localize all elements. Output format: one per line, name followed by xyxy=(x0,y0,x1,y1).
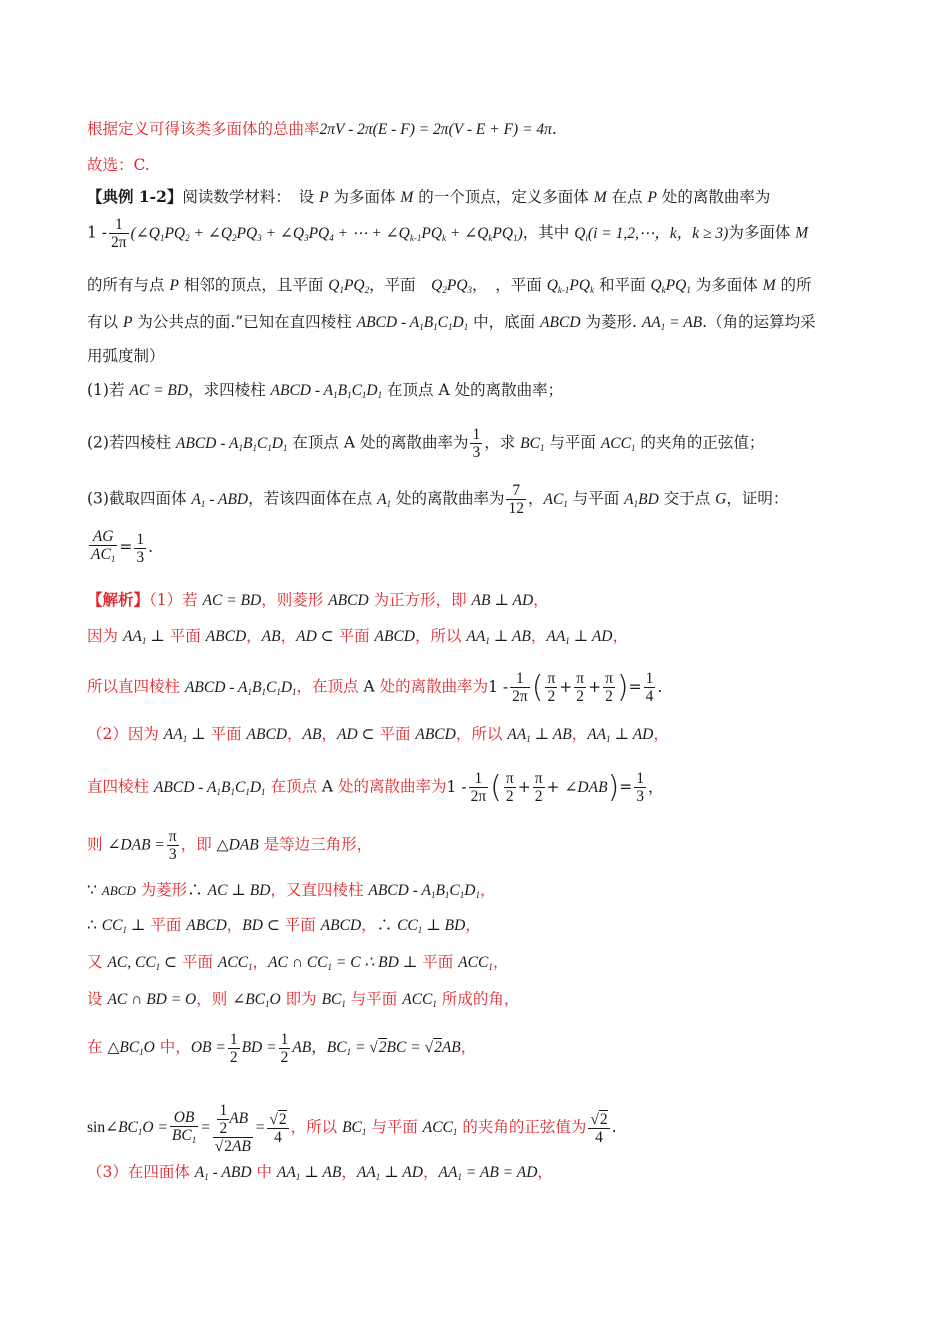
solution-2-line2: 直四棱柱 ABCD - $A_1B_1C_1D_1$ 在顶点 A 处的离散曲率为1 - $\frac{1}{2\pi}$ ( $\frac{\pi}{2}$ + $\frac{\pi}{2}$ + ∠DAB)= $\frac{1}{3}$ ， xyxy=(87,769,664,805)
example-line4: 有以 P 为公共点的面.”已知在直四棱柱 ABCD - $A_1B_1C_1D_1$ 中，底面 ABCD 为菱形. $AA_1 = AB$.（角的运算均采 xyxy=(87,313,816,332)
solution-2-line4: ∵ ABCD 为菱形∴ AC ⊥ BD，又直四棱柱 ABCD - $A_1B_1C_1D_1$， xyxy=(87,881,496,900)
question-3: (3)截取四面体 $A_1$ - ABD，若该四面体在点 $A_1$ 处的离散曲率为 $\frac{7}{12}$ ，$AC_1$ 与平面 $A_1BD$ 交于点 G，证明： xyxy=(87,482,789,517)
solution-2-line7: 设 AC ∩ BD = O，则 $\angle BC_1O$ 即为 $BC_1$ 与平面 $ACC_1$ 所成的角， xyxy=(87,990,520,1009)
solution-2-line6: 又 AC, $CC_1$ ⊂ 平面 $ACC_1$，AC ∩ $CC_1 = C$ ∴ BD ⊥ 平面 $ACC_1$， xyxy=(87,953,509,972)
solution-2-line5: ∴ $CC_1$ ⊥ 平面 ABCD，BD ⊂ 平面 ABCD，∴ $CC_1$ ⊥ BD， xyxy=(87,916,481,935)
example-line3: 的所有与点 P 相邻的顶点，且平面 $Q_1PQ_2$，平面 $Q_2PQ_3$， ，平面 $Q_{k-1}PQ_k$ 和平面 $Q_kPQ_1$ 为多面体 M 的所 xyxy=(87,276,812,295)
solution-3-line1: （3）在四面体 $A_1$ - ABD 中 $AA_1$ ⊥ AB，$AA_1$ ⊥ AD，$AA_1$ = AB = AD， xyxy=(87,1163,553,1182)
example-line5: 用弧度制） xyxy=(87,347,165,365)
example-intro: 【典例 1-2】阅读数学材料： 设 P 为多面体 M 的一个顶点，定义多面体 M 在点 P 处的离散曲率为 xyxy=(87,187,771,206)
question-1: (1)若 AC = BD，求四棱柱 ABCD - $A_1B_1C_1D_1$ 在顶点 A 处的离散曲率； xyxy=(87,381,564,400)
solution-1-line3: 所以直四棱柱 ABCD - $A_1B_1C_1D_1$，在顶点 A 处的离散曲率为1 - $\frac{1}{2\pi}$ ( $\frac{\pi}{2}$ + $\frac{\pi}{2}$ + $\frac{\pi}{2}$ )= $\frac{1}{4}$ . xyxy=(87,669,663,705)
question-3-claim: $\frac{AG}{AC_1}$ = $\frac{1}{3}$ . xyxy=(91,528,153,566)
example-formula: 1 - $\frac{1}{2\pi}$ ($\angle Q_1PQ_2$ + $\angle Q_2PQ_3$ + $\angle Q_3PQ_4$ + ⋯ + $\angle Q_{k-1}PQ_k$ + $\angle Q_kPQ_1$)，其中 $Q_i(i$ = 1,2,⋯，k，k ≥ 3)为多面体 M xyxy=(87,216,809,251)
solution-1-line1: 【解析】（1）若 AC = BD，则菱形 ABCD 为正方形，即 AB ⊥ AD， xyxy=(87,590,549,609)
solution-2-line9: $\sin\angle BC_1O$ = $\frac{OB}{BC_1}$ = $\frac{1}{2}$ AB √2AB = $\frac{√2}{4}$ ，所以 $BC_1$ 与平面 $ACC_1$ 的夹角的正弦值为 $\frac{√2}{4}$ . xyxy=(87,1102,617,1155)
solution-1-line2: 因为 $AA_1$ ⊥ 平面 ABCD，AB，AD ⊂ 平面 ABCD，所以 $AA_1$ ⊥ AB，$AA_1$ ⊥ AD， xyxy=(87,627,629,646)
line-answer-c: 故选：C. xyxy=(87,156,150,174)
question-2: (2)若四棱柱 ABCD - $A_1B_1C_1D_1$ 在顶点 A 处的离散曲率为 $\frac{1}{3}$ ，求 $BC_1$ 与平面 $ACC_1$ 的夹角的正弦值； xyxy=(87,426,765,461)
line-total-curvature: 根据定义可得该类多面体的总曲率2πV - 2π(E - F) = 2π(V - E + F) = 4π. xyxy=(87,120,557,138)
solution-2-line3: 则 ∠DAB = $\frac{\pi}{3}$ ，即 △DAB 是等边三角形， xyxy=(87,828,373,863)
solution-2-line1: （2）因为 $AA_1$ ⊥ 平面 ABCD，AB，AD ⊂ 平面 ABCD，所以 $AA_1$ ⊥ AB，$AA_1$ ⊥ AD， xyxy=(87,725,669,744)
solution-2-line8: 在 $\triangle BC_1O$ 中，OB = $\frac{1}{2}$ BD = $\frac{1}{2}$ AB，$BC_1 = √2BC = √2AB$， xyxy=(87,1031,477,1066)
